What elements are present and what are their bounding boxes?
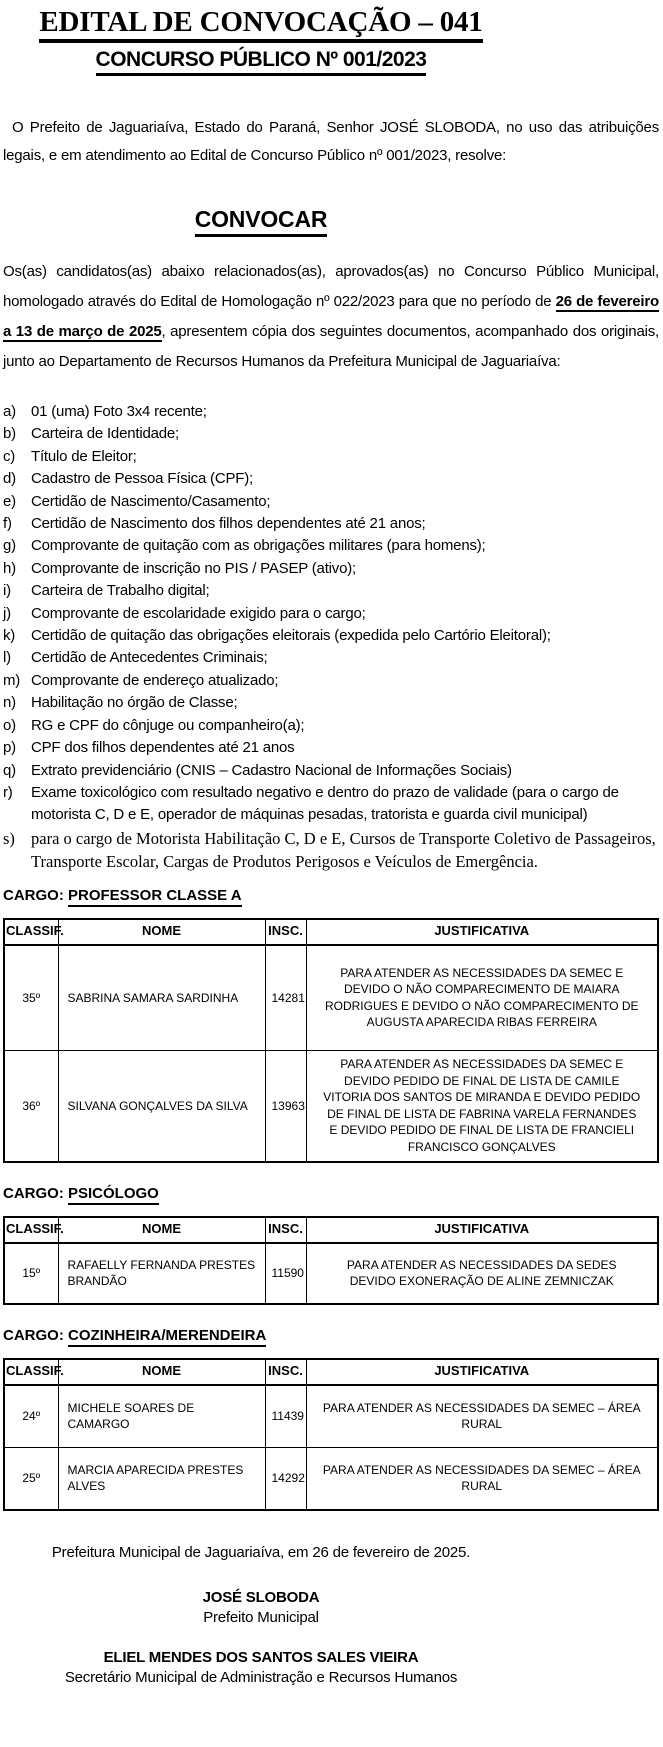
- intro-paragraph: O Prefeito de Jaguariaíva, Estado do Paraná, Senhor JOSÉ SLOBODA, no uso das atribuições legais, e em atendimento ao Edital de Concurso Público nº 001/2023, resolve:: [3, 119, 659, 164]
- list-item-text: RG e CPF do cônjuge ou companheiro(a);: [31, 716, 305, 734]
- signature-role: Prefeito Municipal: [203, 1608, 319, 1626]
- document-title-text: EDITAL DE CONVOCAÇÃO – 041: [39, 6, 482, 43]
- signature-secretario: [3, 1648, 519, 1688]
- list-item-label: p): [3, 739, 16, 757]
- column-header-justificativa: JUSTIFICATIVA: [306, 1359, 658, 1385]
- cell-justificativa: PARA ATENDER AS NECESSIDADES DA SEMEC – ÁREA RURAL: [306, 1448, 658, 1510]
- column-header-classif: CLASSIF.: [4, 1217, 58, 1243]
- signature-role: Secretário Municipal de Administração e Recursos Humanos: [64, 1668, 458, 1686]
- list-item-label: b): [3, 425, 16, 443]
- document-title: [3, 6, 519, 38]
- column-header-insc: INSC.: [265, 919, 306, 945]
- cell-nome: MICHELE SOARES DE CAMARGO: [58, 1385, 265, 1448]
- cell-justificativa: PARA ATENDER AS NECESSIDADES DA SEMEC – ÁREA RURAL: [306, 1385, 658, 1448]
- list-item-label: f): [3, 515, 12, 533]
- cell-classif: 24º: [4, 1385, 58, 1448]
- column-header-justificativa: JUSTIFICATIVA: [306, 919, 658, 945]
- list-item: [3, 580, 659, 602]
- table-row: [4, 1448, 658, 1510]
- list-item: [3, 446, 659, 468]
- list-item-label: h): [3, 559, 16, 577]
- list-item-label: o): [3, 716, 16, 734]
- cargo-label: CARGO:: [3, 1184, 64, 1202]
- list-item: [3, 558, 659, 580]
- cell-classif: 15º: [4, 1243, 58, 1304]
- signature-name: JOSÉ SLOBODA: [202, 1588, 320, 1606]
- list-item-text: Comprovante de endereço atualizado;: [31, 671, 279, 689]
- list-item-text: Exame toxicológico com resultado negativo e dentro do prazo de validade (para o cargo de motorista C, D e E, operador de máquinas pesadas, tratorista e guarda civil municipal): [31, 783, 619, 824]
- cell-classif: 36º: [4, 1051, 58, 1162]
- column-header-justificativa: JUSTIFICATIVA: [306, 1217, 658, 1243]
- list-item-text: Certidão de Nascimento/Casamento;: [31, 492, 271, 510]
- cell-insc: 13963: [265, 1051, 306, 1162]
- column-header-classif: CLASSIF.: [4, 1359, 58, 1385]
- list-item: [3, 625, 659, 647]
- cargo-heading-psicologo: [3, 1185, 659, 1203]
- list-item-label: n): [3, 694, 16, 712]
- list-item-label: j): [3, 604, 11, 622]
- cell-justificativa: PARA ATENDER AS NECESSIDADES DA SEDES DEVIDO EXONERAÇÃO DE ALINE ZEMNICZAK: [306, 1243, 658, 1304]
- table-row: [4, 1385, 658, 1448]
- list-item-text: Carteira de Trabalho digital;: [31, 582, 210, 600]
- list-item-text: Certidão de Nascimento dos filhos dependentes até 21 anos;: [31, 515, 426, 533]
- list-item-text: Habilitação no órgão de Classe;: [31, 694, 238, 712]
- cargo-title: PROFESSOR CLASSE A: [68, 887, 242, 907]
- convocation-text-start: Os(as) candidatos(as) abaixo relacionados(as), aprovados(as) no Concurso Público Municipal, homologado através do Edital de Homologação nº 022/2023 para que no período de: [3, 263, 659, 310]
- convocation-paragraph: [3, 257, 659, 377]
- list-item: [3, 491, 659, 513]
- list-item: [3, 692, 659, 714]
- list-item-label: g): [3, 537, 16, 555]
- cargo-title: PSICÓLOGO: [68, 1185, 159, 1205]
- list-item: [3, 827, 659, 874]
- list-item-label: d): [3, 470, 16, 488]
- list-item-label: k): [3, 627, 16, 645]
- list-item-text: para o cargo de Motorista Habilitação C, D e E, Cursos de Transporte Coletivo de Passageiros, Transporte Escolar, Cargas de Produtos Perigosos e Veículos de Emergência.: [31, 828, 656, 872]
- cell-justificativa: PARA ATENDER AS NECESSIDADES DA SEMEC E DEVIDO O NÃO COMPARECIMENTO DE MAIARA RODRIGUES E DEVIDO O NÃO COMPARECIMENTO DE AUGUSTA APARECIDA RIBAS FERREIRA: [306, 945, 658, 1051]
- list-item-text: Certidão de quitação das obrigações eleitorais (expedida pelo Cartório Eleitoral);: [31, 627, 551, 645]
- list-item-label: e): [3, 492, 16, 510]
- column-header-nome: NOME: [58, 919, 265, 945]
- cargo-table-professor: [3, 918, 659, 1163]
- list-item: [3, 737, 659, 759]
- cargo-title: COZINHEIRA/MERENDEIRA: [68, 1327, 266, 1347]
- column-header-nome: NOME: [58, 1217, 265, 1243]
- table-row: [4, 1051, 658, 1162]
- cell-classif: 35º: [4, 945, 58, 1051]
- list-item-text: Cadastro de Pessoa Física (CPF);: [31, 470, 254, 488]
- list-item: [3, 670, 659, 692]
- list-item: [3, 468, 659, 490]
- signature-prefeito: [3, 1588, 519, 1628]
- table-row: [4, 945, 658, 1051]
- list-item: [3, 513, 659, 535]
- cell-classif: 25º: [4, 1448, 58, 1510]
- table-row: [4, 1243, 658, 1304]
- column-header-classif: CLASSIF.: [4, 919, 58, 945]
- list-item: [3, 603, 659, 625]
- list-item-label: a): [3, 403, 16, 420]
- cargo-label: CARGO:: [3, 1326, 64, 1344]
- deadline-highlight: 26 de fevereiro a 13 de março de 2025: [3, 293, 659, 340]
- column-header-nome: NOME: [58, 1359, 265, 1385]
- document-subtitle-text: CONCURSO PÚBLICO Nº 001/2023: [96, 48, 427, 76]
- convocar-heading: [3, 206, 519, 232]
- list-item-text: CPF dos filhos dependentes até 21 anos: [31, 739, 295, 757]
- cargo-heading-professor: [3, 887, 659, 905]
- list-item: [3, 401, 659, 423]
- cargo-table-psicologo: [3, 1216, 659, 1305]
- document-subtitle: [3, 47, 519, 72]
- list-item-text: Extrato previdenciário (CNIS – Cadastro Nacional de Informações Sociais): [31, 761, 512, 779]
- cargo-table-cozinheira: [3, 1358, 659, 1511]
- list-item-label: i): [3, 582, 11, 600]
- list-item-text: Carteira de Identidade;: [31, 425, 180, 443]
- list-item-label: c): [3, 447, 16, 465]
- list-item-label: q): [3, 761, 16, 779]
- signature-name: ELIEL MENDES DOS SANTOS SALES VIEIRA: [103, 1648, 419, 1666]
- table-header-row: [4, 919, 658, 945]
- list-item: [3, 782, 659, 827]
- list-item-label: l): [3, 649, 11, 667]
- list-item-label: m): [3, 671, 21, 689]
- column-header-insc: INSC.: [265, 1217, 306, 1243]
- cell-insc: 14292: [265, 1448, 306, 1510]
- cell-insc: 14281: [265, 945, 306, 1051]
- table-header-row: [4, 1359, 658, 1385]
- list-item-text: Comprovante de escolaridade exigido para o cargo;: [31, 604, 366, 622]
- closing-line: Prefeitura Municipal de Jaguariaíva, em 26 de fevereiro de 2025.: [51, 1543, 471, 1561]
- list-item-label: s): [3, 828, 15, 848]
- list-item: [3, 647, 659, 669]
- list-item-text: Comprovante de quitação com as obrigações militares (para homens);: [31, 537, 486, 555]
- cell-nome: SILVANA GONÇALVES DA SILVA: [58, 1051, 265, 1162]
- list-item: [3, 760, 659, 782]
- cell-nome: MARCIA APARECIDA PRESTES ALVES: [58, 1448, 265, 1510]
- documents-list: [3, 401, 659, 874]
- cell-nome: RAFAELLY FERNANDA PRESTES BRANDÃO: [58, 1243, 265, 1304]
- cell-justificativa: PARA ATENDER AS NECESSIDADES DA SEMEC E DEVIDO PEDIDO DE FINAL DE LISTA DE CAMILE VITORIA DOS SANTOS DE MIRANDA E DEVIDO PEDIDO DE FINAL DE LISTA DE FABRINA VARELA FERNANDES E DEVIDO PEDIDO DE FINAL DE LISTA DE FRANCIELI FRANCISCO GONÇALVES: [306, 1051, 658, 1162]
- list-item-text: Título de Eleitor;: [31, 447, 137, 465]
- cell-nome: SABRINA SAMARA SARDINHA: [58, 945, 265, 1051]
- list-item-text: 01 (uma) Foto 3x4 recente;: [31, 403, 207, 420]
- list-item-text: Certidão de Antecedentes Criminais;: [31, 649, 268, 667]
- cell-insc: 11590: [265, 1243, 306, 1304]
- cell-insc: 11439: [265, 1385, 306, 1448]
- list-item: [3, 715, 659, 737]
- convocation-text-end: , apresentem cópia dos seguintes documentos, acompanhado dos originais, junto ao Departamento de Recursos Humanos da Prefeitura Municipal de Jaguariaíva:: [3, 323, 659, 370]
- list-item: [3, 535, 659, 557]
- list-item: [3, 423, 659, 445]
- list-item-label: r): [3, 783, 13, 801]
- table-header-row: [4, 1217, 658, 1243]
- column-header-insc: INSC.: [265, 1359, 306, 1385]
- convocar-heading-text: CONVOCAR: [195, 206, 328, 237]
- cargo-heading-cozinheira: [3, 1327, 659, 1345]
- list-item-text: Comprovante de inscrição no PIS / PASEP (ativo);: [31, 559, 356, 577]
- cargo-label: CARGO:: [3, 886, 64, 904]
